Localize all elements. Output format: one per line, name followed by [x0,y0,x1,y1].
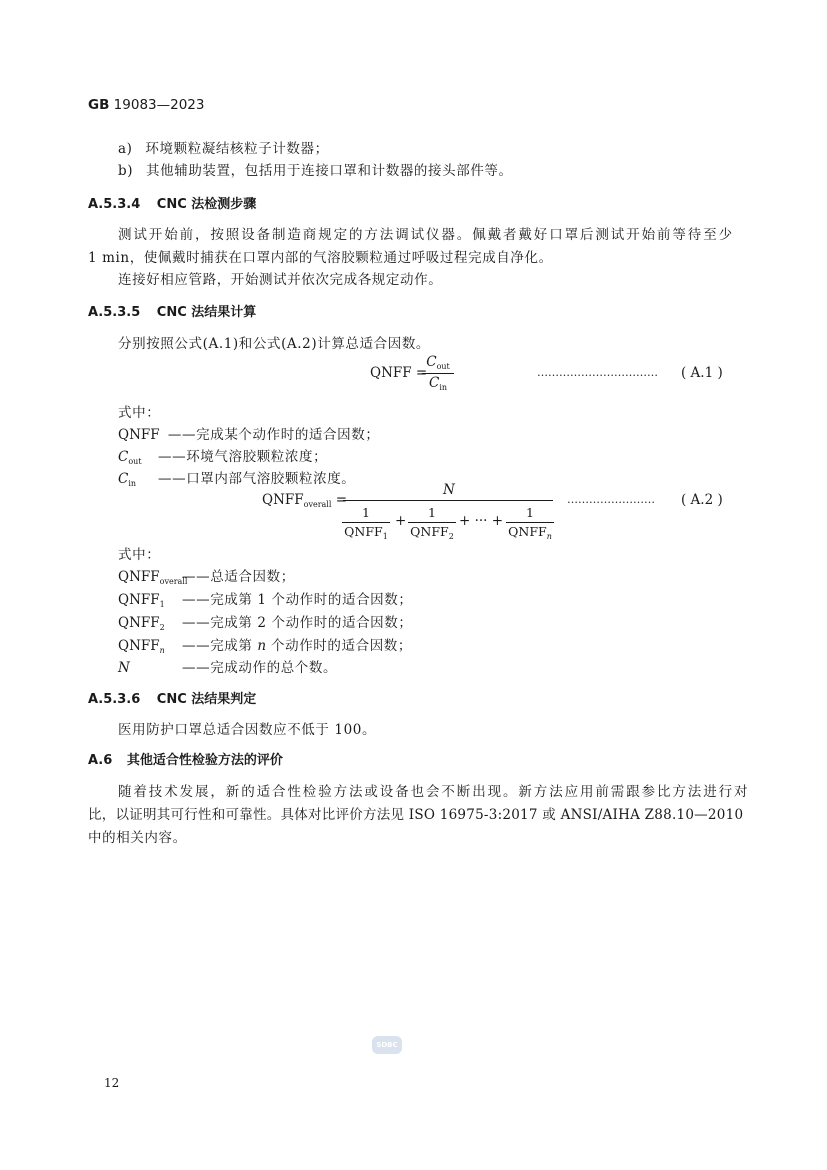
variable-description: ——完成某个动作时的适合因数； [167,427,380,443]
variable-definition: $QNFF_{overall}——$总适合因数； [118,569,295,586]
variable-symbol: C [118,449,129,465]
fraction-term-1: 1 $QNFF_1$ [342,505,390,542]
section-title: CNC 法检测步骤 [156,197,257,212]
fraction-term-2: 1 $QNFF_2$ [408,505,456,542]
running-header [88,97,204,113]
denominator-var: C [428,375,440,391]
leader-dots: …………………… [567,493,655,506]
list-item [118,137,329,157]
paragraph-line: 中的相关内容。 [88,830,187,846]
numerator-sub: out [436,362,450,371]
paragraph-line: 测试开始前，按照设备制造商规定的方法调试仪器。佩戴者戴好口罩后测试开始前等待至少 [118,227,734,243]
paragraph: 分别按照公式(A.1)和公式(A.2)计算总适合因数。 [118,336,431,352]
section-heading-a534 [88,193,256,212]
where-label: 式中： [118,547,161,563]
formula-label: ( A.2 ) [681,492,723,508]
section-number: A.5.3.6 [88,692,141,707]
variable-definition: $QNFF_n$ ——完成第 n 个动作时的适合因数； [118,638,413,655]
denominator-sub: in [439,383,448,392]
variable-symbol: QNFF [118,427,160,443]
paragraph: 医用防护口罩总适合因数应不低于 100。 [118,722,377,738]
section-title: CNC 法结果判定 [156,692,257,707]
section-title: CNC 法结果计算 [156,305,257,320]
variable-subscript: out [128,457,142,466]
section-heading-a6 [88,749,283,768]
variable-description: ——口罩内部气溶胶颗粒浓度。 [158,471,356,487]
leader-dots: …………………………… [537,366,658,379]
page-number: 12 [104,1076,120,1090]
fraction [422,354,454,393]
ellipsis-plus: + ··· + [459,513,504,529]
list-item [118,159,513,179]
standard-number: 19083—2023 [113,97,205,113]
variable-description: ——环境气溶胶颗粒浓度； [158,449,328,465]
variable-definition: N ——完成动作的总个数。 [118,660,338,676]
plus-sign: + [395,513,407,529]
variable-definition [118,467,355,487]
list-marker: a) [118,141,133,157]
section-title: 其他适合性检验方法的评价 [126,753,283,768]
list-text: 环境颗粒凝结核粒子计数器； [145,141,329,157]
variable-definition [118,445,327,465]
numerator-n: N [443,482,455,498]
paragraph-line: 比，以证明其可行性和可靠性。具体对比评价方法见 ISO 16975-3:2017 或 ANSI/AIHA Z88.10—2010 [88,807,744,823]
equals-sign: = [335,492,348,508]
where-label: 式中： [118,405,161,421]
fraction-bar [422,373,454,374]
numerator-var: C [426,354,437,370]
section-heading-a535 [88,301,256,320]
variable-definition: $QNFF_2$ ——完成第 2 个动作时的适合因数； [118,615,413,632]
standard-prefix: GB [88,97,110,113]
list-text: 其他辅助装置，包括用于连接口罩和计数器的接头部件等。 [146,163,513,179]
variable-subscript: in [128,479,137,488]
publisher-watermark-logo: SDBC [372,1036,402,1054]
section-heading-a536 [88,688,256,707]
section-number: A.5.3.4 [88,197,141,212]
fraction-term-n: 1 $QNFF_n$ [506,505,554,542]
paragraph: 连接好相应管路，开始测试并依次完成各规定动作。 [118,272,443,288]
section-number: A.6 [88,753,113,768]
main-fraction-bar [343,500,553,501]
equals-sign: = [415,365,428,381]
formula-lhs: QNFF [262,492,304,508]
variable-definition [118,423,379,443]
variable-symbol: C [118,471,129,487]
list-marker: b) [118,163,134,179]
paragraph-line: 1 min，使佩戴时捕获在口罩内部的气溶胶颗粒通过呼吸过程完成自净化。 [88,250,553,266]
paragraph-line: 随着技术发展，新的适合性检验方法或设备也会不断出现。新方法应用前需跟参比方法进行对 [118,784,750,800]
formula-lhs-sub: overall [303,500,332,509]
formula-label: ( A.1 ) [681,365,723,381]
formula-lhs: QNFF [370,365,412,381]
variable-definition: $QNFF_1$ ——完成第 1 个动作时的适合因数； [118,592,413,609]
section-number: A.5.3.5 [88,305,141,320]
